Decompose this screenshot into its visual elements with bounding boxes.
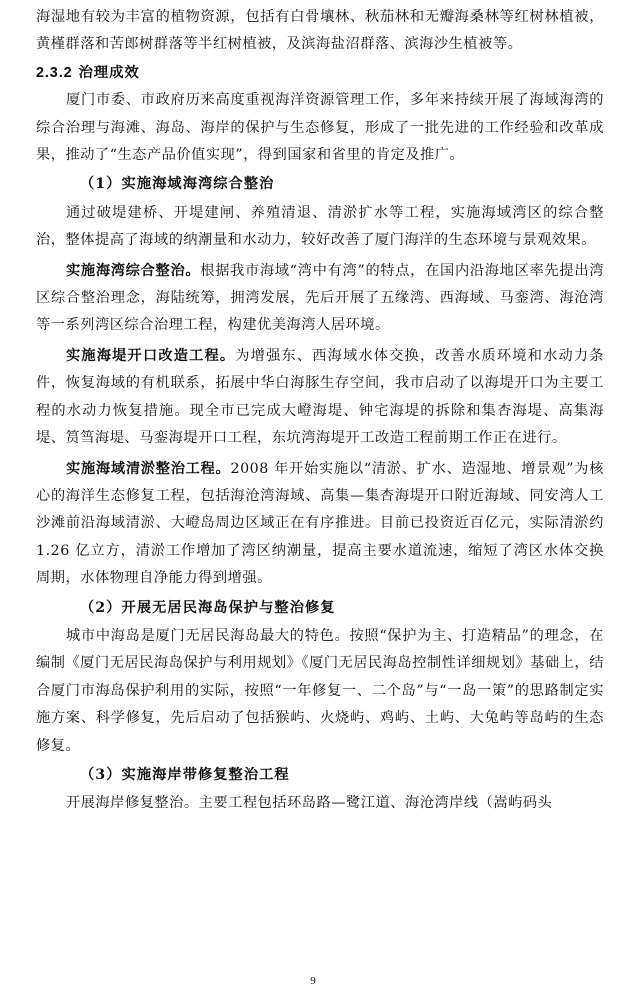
paragraph-3-body: 为增强东、西海域水体交换，改善水质环境和水动力条件，恢复海域的有机联系，拓展中华白海豚生存空间，我市启动了以海堤开口为主要工程的水动力恢复措施。现全市已完成大嶝海堤、钟宅海堤的拆除和集杏海堤、高集海堤、筼筜海堤、马銮海堤开口工程，东坑湾海堤开工改造工程前期工作正在进行。 (36, 347, 604, 447)
section-heading (36, 59, 604, 87)
intro-paragraph: 海湿地有较为丰富的植物资源，包括有白骨壤林、秋茄林和无瓣海桑林等红树林植被，黄槿群落和苦郎树群落等半红树植被，及滨海盐沼群落、滨海沙生植被等。 (36, 9, 604, 53)
page-number: 9 (310, 975, 316, 987)
section-title: 治理成效 (78, 63, 140, 81)
subsection-1-paragraph-2 (36, 258, 604, 340)
paragraph-4-body: 2008 年开始实施以“清淤、扩水、造湿地、增景观”为核心的海洋生态修复工程，包括海沧湾海域、高集—集杏海堤开口附近海域、同安湾人工沙滩前沿海域清淤、大嶝岛周边区域正在有序推进。目前已投资近百亿元，实际清淤约 1.26 亿立方，清淤工作增加了湾区纳潮量，提高主要水道流速，缩短了湾区水体交换周期，水体物理自净能力得到增强。 (36, 460, 604, 587)
paragraph-2-body: 根据我市海域“湾中有湾”的特点，在国内沿海地区率先提出湾区综合整治理念，海陆统筹，拥湾发展，先后开展了五缘湾、西海域、马銮湾、海沧湾等一系列湾区综合治理工程，构建优美海湾人居环境。 (36, 262, 604, 334)
subsection-1-paragraph-4 (36, 456, 604, 593)
section-number: 2.3.2 (36, 64, 73, 81)
subsection-2-paragraph-1: 城市中海岛是厦门无居民海岛最大的特色。按照“保护为主、打造精品”的理念，在编制《厦门无居民海岛保护与利用规划》《厦门无居民海岛控制性详细规划》基础上，结合厦门市海岛保护利用的实际，按照“一年修复一、二个岛”与“一岛一策”的思路制定实施方案、科学修复，先后启动了包括猴屿、火烧屿、鸡屿、土屿、大兔屿等岛屿的生态修复。 (36, 627, 604, 754)
subsection-3-paragraph-1: 开展海岸修复整治。主要工程包括环岛路—鹭江道、海沧湾岸线（嵩屿码头 (66, 795, 553, 812)
subsection-1-paragraph-3 (36, 343, 604, 453)
subsection-3-heading: （3）实施海岸带修复整治工程 (80, 766, 290, 783)
subsection-1-heading: （1）实施海域海湾综合整治 (80, 176, 275, 193)
paragraph-2-lead: 实施海湾综合整治。 (66, 262, 201, 279)
subsection-2-heading: （2）开展无居民海岛保护与整治修复 (80, 599, 336, 616)
paragraph-4-lead: 实施海域清淤整治工程。 (66, 460, 231, 477)
section-intro-paragraph: 厦门市委、市政府历来高度重视海洋资源管理工作，多年来持续开展了海域海湾的综合治理与海滩、海岛、海岸的保护与生态修复，形成了一批先进的工作经验和改革成果，推动了“生态产品价值实现”，得到国家和省里的肯定及推广。 (36, 92, 604, 164)
paragraph-3-lead: 实施海堤开口改造工程。 (66, 347, 236, 364)
subsection-1-paragraph-1: 通过破堤建桥、开堤建闸、养殖清退、清淤扩水等工程，实施海域湾区的综合整治，整体提高了海域的纳潮量和水动力，较好改善了厦门海洋的生态环境与景观效果。 (36, 204, 604, 249)
